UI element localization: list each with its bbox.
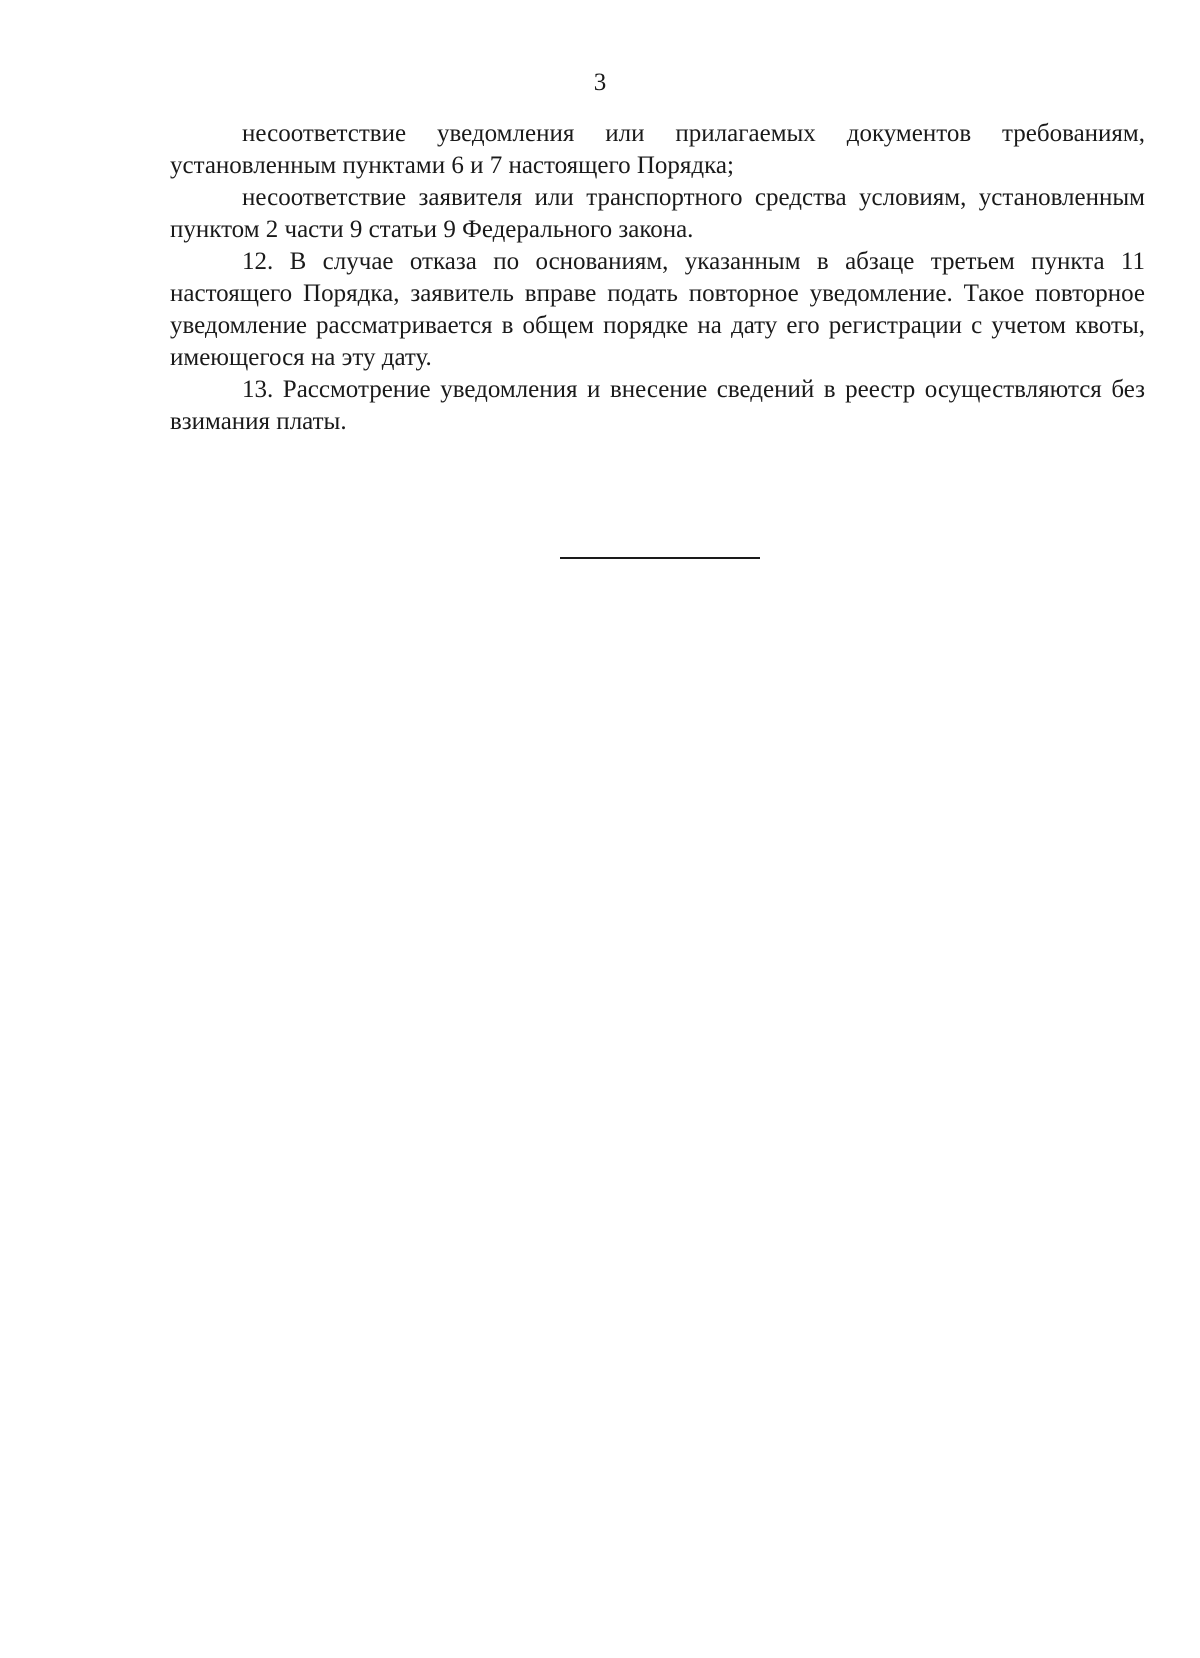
- paragraph-item-13: 13. Рассмотрение уведомления и внесение сведений в реестр осуществляются без взимания платы.: [170, 376, 1145, 435]
- paragraph-applicant-mismatch: несоответствие заявителя или транспортного средства условиям, установленным пунктом 2 части 9 статьи 9 Федерального закона.: [170, 184, 1145, 243]
- paragraph-notification-mismatch: несоответствие уведомления или прилагаемых документов требованиям, установленным пунктами 6 и 7 настоящего Порядка;: [170, 120, 1145, 179]
- document-body: [170, 118, 1145, 438]
- page-number: 3: [593, 69, 607, 96]
- paragraph-item-12: 12. В случае отказа по основаниям, указанным в абзаце третьем пункта 11 настоящего Порядка, заявитель вправе подать повторное уведомление. Такое повторное уведомление рассматривается в общем порядке на дату его регистрации с учетом квоты, имеющегося на эту дату.: [170, 248, 1145, 371]
- end-of-text-rule: [560, 557, 760, 559]
